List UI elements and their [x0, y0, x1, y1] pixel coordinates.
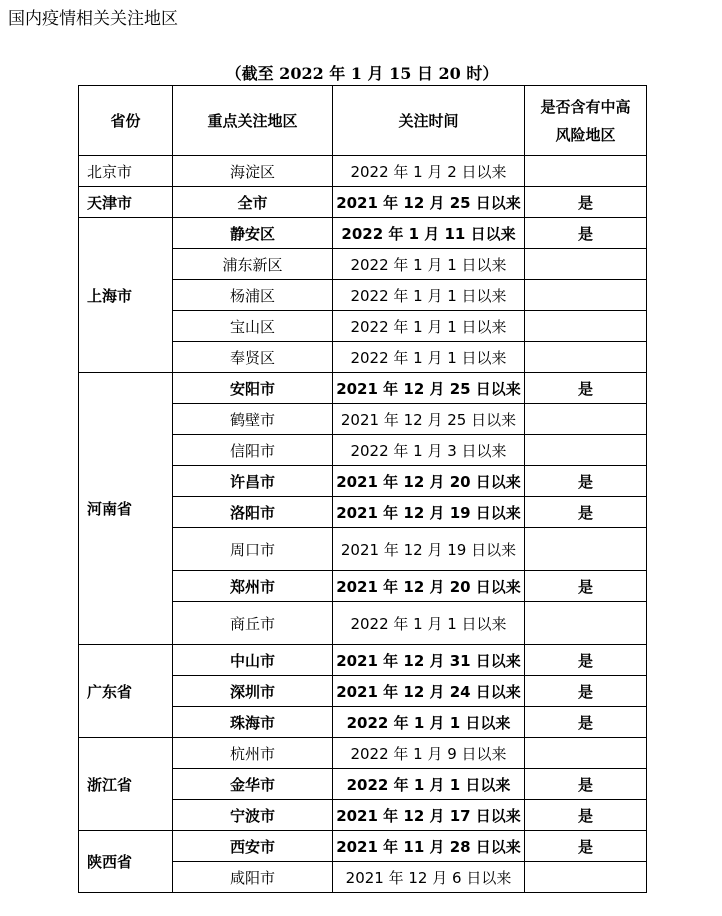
header-risk-line2: 风险地区 [555, 125, 616, 144]
area-cell: 静安区 [173, 218, 333, 249]
risk-cell: 是 [525, 831, 647, 862]
risk-cell: 是 [525, 707, 647, 738]
risk-cell [525, 404, 647, 435]
risk-cell: 是 [525, 571, 647, 602]
area-cell: 商丘市 [173, 602, 333, 645]
risk-cell [525, 311, 647, 342]
header-risk [525, 86, 647, 156]
time-cell: 2022 年 1 月 1 日以来 [333, 249, 525, 280]
risk-cell: 是 [525, 645, 647, 676]
risk-cell [525, 862, 647, 893]
province-cell: 北京市 [79, 156, 173, 187]
table-header-row [79, 86, 647, 156]
time-cell: 2021 年 12 月 25 日以来 [333, 373, 525, 404]
risk-cell [525, 280, 647, 311]
table-row [79, 645, 647, 676]
time-cell: 2022 年 1 月 2 日以来 [333, 156, 525, 187]
time-cell: 2022 年 1 月 9 日以来 [333, 738, 525, 769]
area-cell: 深圳市 [173, 676, 333, 707]
province-cell: 河南省 [79, 373, 173, 645]
risk-cell [525, 435, 647, 466]
area-cell: 安阳市 [173, 373, 333, 404]
header-province: 省份 [79, 86, 173, 156]
area-cell: 全市 [173, 187, 333, 218]
area-cell: 鹤壁市 [173, 404, 333, 435]
time-cell: 2021 年 12 月 19 日以来 [333, 497, 525, 528]
risk-cell: 是 [525, 676, 647, 707]
time-cell: 2021 年 12 月 20 日以来 [333, 466, 525, 497]
province-cell: 广东省 [79, 645, 173, 738]
header-time: 关注时间 [333, 86, 525, 156]
time-cell: 2022 年 1 月 1 日以来 [333, 280, 525, 311]
time-cell: 2021 年 12 月 19 日以来 [333, 528, 525, 571]
area-cell: 珠海市 [173, 707, 333, 738]
province-cell: 天津市 [79, 187, 173, 218]
time-cell: 2022 年 1 月 1 日以来 [333, 311, 525, 342]
risk-cell [525, 738, 647, 769]
area-cell: 奉贤区 [173, 342, 333, 373]
time-cell: 2021 年 12 月 20 日以来 [333, 571, 525, 602]
area-cell: 西安市 [173, 831, 333, 862]
time-cell: 2021 年 12 月 25 日以来 [333, 404, 525, 435]
time-cell: 2022 年 1 月 1 日以来 [333, 342, 525, 373]
area-cell: 咸阳市 [173, 862, 333, 893]
province-cell: 陕西省 [79, 831, 173, 893]
table-row [79, 156, 647, 187]
area-cell: 浦东新区 [173, 249, 333, 280]
time-cell: 2021 年 12 月 25 日以来 [333, 187, 525, 218]
area-cell: 信阳市 [173, 435, 333, 466]
area-cell: 金华市 [173, 769, 333, 800]
risk-cell [525, 602, 647, 645]
table-row [79, 218, 647, 249]
area-cell: 中山市 [173, 645, 333, 676]
table-row [79, 738, 647, 769]
risk-cell [525, 528, 647, 571]
area-cell: 周口市 [173, 528, 333, 571]
time-cell: 2021 年 11 月 28 日以来 [333, 831, 525, 862]
area-cell: 许昌市 [173, 466, 333, 497]
time-cell: 2022 年 1 月 1 日以来 [333, 707, 525, 738]
header-area: 重点关注地区 [173, 86, 333, 156]
table-row [79, 831, 647, 862]
area-cell: 杨浦区 [173, 280, 333, 311]
area-cell: 宝山区 [173, 311, 333, 342]
table-subtitle: （截至 2022 年 1 月 15 日 20 时） [225, 64, 499, 83]
risk-cell [525, 342, 647, 373]
risk-cell: 是 [525, 218, 647, 249]
table-row [79, 373, 647, 404]
time-cell: 2022 年 1 月 1 日以来 [333, 602, 525, 645]
time-cell: 2021 年 12 月 31 日以来 [333, 645, 525, 676]
area-cell: 海淀区 [173, 156, 333, 187]
focus-areas-table [78, 85, 647, 893]
province-cell: 上海市 [79, 218, 173, 373]
time-cell: 2022 年 1 月 11 日以来 [333, 218, 525, 249]
risk-cell: 是 [525, 769, 647, 800]
time-cell: 2021 年 12 月 6 日以来 [333, 862, 525, 893]
risk-cell [525, 249, 647, 280]
area-cell: 杭州市 [173, 738, 333, 769]
time-cell: 2022 年 1 月 1 日以来 [333, 769, 525, 800]
area-cell: 郑州市 [173, 571, 333, 602]
risk-cell: 是 [525, 187, 647, 218]
table-row [79, 187, 647, 218]
risk-cell: 是 [525, 497, 647, 528]
header-risk-line1: 是否含有中高 [540, 97, 631, 116]
province-cell: 浙江省 [79, 738, 173, 831]
time-cell: 2021 年 12 月 17 日以来 [333, 800, 525, 831]
risk-cell: 是 [525, 373, 647, 404]
area-cell: 洛阳市 [173, 497, 333, 528]
time-cell: 2021 年 12 月 24 日以来 [333, 676, 525, 707]
area-cell: 宁波市 [173, 800, 333, 831]
risk-cell: 是 [525, 800, 647, 831]
page-title: 国内疫情相关关注地区 [8, 9, 178, 29]
risk-cell: 是 [525, 466, 647, 497]
risk-cell [525, 156, 647, 187]
time-cell: 2022 年 1 月 3 日以来 [333, 435, 525, 466]
